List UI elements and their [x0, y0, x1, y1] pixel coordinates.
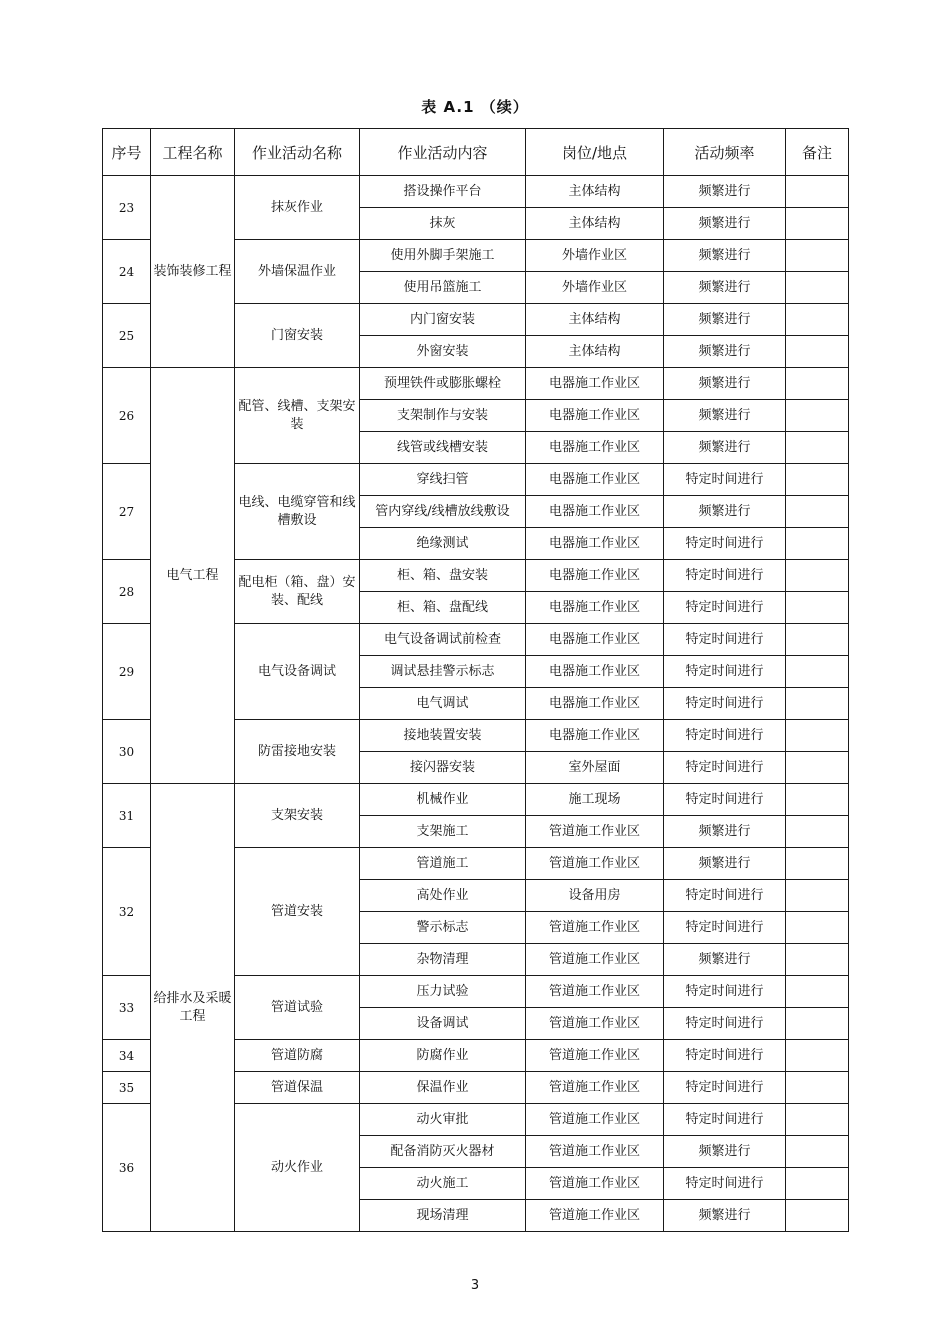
frequency-cell: 频繁进行 — [664, 496, 786, 528]
location-cell: 管道施工作业区 — [526, 1008, 664, 1040]
location-cell: 室外屋面 — [526, 752, 664, 784]
content-cell: 保温作业 — [360, 1072, 526, 1104]
frequency-cell: 特定时间进行 — [664, 1104, 786, 1136]
remark-cell — [786, 1008, 849, 1040]
location-cell: 电器施工作业区 — [526, 528, 664, 560]
location-cell: 管道施工作业区 — [526, 944, 664, 976]
frequency-cell: 频繁进行 — [664, 848, 786, 880]
frequency-cell: 特定时间进行 — [664, 1008, 786, 1040]
table-row — [103, 176, 849, 208]
frequency-cell: 特定时间进行 — [664, 560, 786, 592]
location-cell: 管道施工作业区 — [526, 912, 664, 944]
content-cell: 管道施工 — [360, 848, 526, 880]
remark-cell — [786, 1040, 849, 1072]
table-row — [103, 368, 849, 400]
remark-cell — [786, 752, 849, 784]
frequency-cell: 特定时间进行 — [664, 1072, 786, 1104]
frequency-cell: 特定时间进行 — [664, 784, 786, 816]
content-cell: 现场清理 — [360, 1200, 526, 1232]
remark-cell — [786, 848, 849, 880]
frequency-cell: 频繁进行 — [664, 1136, 786, 1168]
seq-cell: 30 — [103, 720, 151, 784]
frequency-cell: 特定时间进行 — [664, 464, 786, 496]
remark-cell — [786, 304, 849, 336]
remark-cell — [786, 208, 849, 240]
page-number: 3 — [470, 1278, 480, 1293]
remark-cell — [786, 1072, 849, 1104]
content-cell: 杂物清理 — [360, 944, 526, 976]
content-cell: 抹灰 — [360, 208, 526, 240]
frequency-cell: 特定时间进行 — [664, 720, 786, 752]
content-cell: 柜、箱、盘配线 — [360, 592, 526, 624]
location-cell: 主体结构 — [526, 208, 664, 240]
location-cell: 管道施工作业区 — [526, 816, 664, 848]
frequency-cell: 特定时间进行 — [664, 528, 786, 560]
remark-cell — [786, 176, 849, 208]
remark-cell — [786, 496, 849, 528]
content-cell: 高处作业 — [360, 880, 526, 912]
header-content: 作业活动内容 — [360, 129, 526, 176]
remark-cell — [786, 976, 849, 1008]
frequency-cell: 频繁进行 — [664, 432, 786, 464]
activity-cell: 门窗安装 — [235, 304, 360, 368]
content-cell: 电气调试 — [360, 688, 526, 720]
header-remark: 备注 — [786, 129, 849, 176]
content-cell: 配备消防灭火器材 — [360, 1136, 526, 1168]
location-cell: 主体结构 — [526, 304, 664, 336]
frequency-cell: 特定时间进行 — [664, 1168, 786, 1200]
project-cell: 给排水及采暖工程 — [151, 784, 235, 1232]
content-cell: 支架制作与安装 — [360, 400, 526, 432]
remark-cell — [786, 592, 849, 624]
frequency-cell: 频繁进行 — [664, 176, 786, 208]
frequency-cell: 频繁进行 — [664, 400, 786, 432]
seq-cell: 24 — [103, 240, 151, 304]
seq-cell: 35 — [103, 1072, 151, 1104]
location-cell: 施工现场 — [526, 784, 664, 816]
remark-cell — [786, 784, 849, 816]
header-frequency: 活动频率 — [664, 129, 786, 176]
location-cell: 外墙作业区 — [526, 240, 664, 272]
location-cell: 电器施工作业区 — [526, 432, 664, 464]
content-cell: 绝缘测试 — [360, 528, 526, 560]
remark-cell — [786, 720, 849, 752]
content-cell: 压力试验 — [360, 976, 526, 1008]
frequency-cell: 频繁进行 — [664, 272, 786, 304]
content-cell: 使用吊篮施工 — [360, 272, 526, 304]
frequency-cell: 特定时间进行 — [664, 592, 786, 624]
remark-cell — [786, 1136, 849, 1168]
frequency-cell: 特定时间进行 — [664, 624, 786, 656]
location-cell: 设备用房 — [526, 880, 664, 912]
frequency-cell: 特定时间进行 — [664, 688, 786, 720]
remark-cell — [786, 1104, 849, 1136]
remark-cell — [786, 240, 849, 272]
remark-cell — [786, 560, 849, 592]
header-location: 岗位/地点 — [526, 129, 664, 176]
seq-cell: 28 — [103, 560, 151, 624]
content-cell: 调试悬挂警示标志 — [360, 656, 526, 688]
location-cell: 管道施工作业区 — [526, 1104, 664, 1136]
content-cell: 防腐作业 — [360, 1040, 526, 1072]
location-cell: 电器施工作业区 — [526, 656, 664, 688]
project-cell: 装饰装修工程 — [151, 176, 235, 368]
activity-cell: 抹灰作业 — [235, 176, 360, 240]
activity-table-container — [102, 128, 848, 1225]
location-cell: 管道施工作业区 — [526, 1168, 664, 1200]
seq-cell: 27 — [103, 464, 151, 560]
content-cell: 外窗安装 — [360, 336, 526, 368]
activity-cell: 电气设备调试 — [235, 624, 360, 720]
remark-cell — [786, 400, 849, 432]
seq-cell: 36 — [103, 1104, 151, 1232]
frequency-cell: 频繁进行 — [664, 944, 786, 976]
remark-cell — [786, 624, 849, 656]
remark-cell — [786, 656, 849, 688]
content-cell: 警示标志 — [360, 912, 526, 944]
remark-cell — [786, 464, 849, 496]
location-cell: 电器施工作业区 — [526, 496, 664, 528]
location-cell: 主体结构 — [526, 176, 664, 208]
content-cell: 使用外脚手架施工 — [360, 240, 526, 272]
header-activity: 作业活动名称 — [235, 129, 360, 176]
frequency-cell: 频繁进行 — [664, 336, 786, 368]
header-project: 工程名称 — [151, 129, 235, 176]
content-cell: 搭设操作平台 — [360, 176, 526, 208]
header-row — [103, 129, 849, 176]
location-cell: 主体结构 — [526, 336, 664, 368]
frequency-cell: 频繁进行 — [664, 816, 786, 848]
seq-cell: 29 — [103, 624, 151, 720]
content-cell: 设备调试 — [360, 1008, 526, 1040]
frequency-cell: 特定时间进行 — [664, 656, 786, 688]
remark-cell — [786, 1168, 849, 1200]
location-cell: 外墙作业区 — [526, 272, 664, 304]
content-cell: 机械作业 — [360, 784, 526, 816]
activity-cell: 电线、电缆穿管和线槽敷设 — [235, 464, 360, 560]
activity-cell: 管道防腐 — [235, 1040, 360, 1072]
table-row — [103, 784, 849, 816]
remark-cell — [786, 880, 849, 912]
seq-cell: 32 — [103, 848, 151, 976]
content-cell: 预埋铁件或膨胀螺栓 — [360, 368, 526, 400]
content-cell: 柜、箱、盘安装 — [360, 560, 526, 592]
content-cell: 动火审批 — [360, 1104, 526, 1136]
frequency-cell: 频繁进行 — [664, 304, 786, 336]
activity-cell: 外墙保温作业 — [235, 240, 360, 304]
location-cell: 电器施工作业区 — [526, 688, 664, 720]
frequency-cell: 特定时间进行 — [664, 752, 786, 784]
location-cell: 电器施工作业区 — [526, 592, 664, 624]
activity-cell: 支架安装 — [235, 784, 360, 848]
frequency-cell: 频繁进行 — [664, 208, 786, 240]
content-cell: 内门窗安装 — [360, 304, 526, 336]
remark-cell — [786, 528, 849, 560]
content-cell: 接闪器安装 — [360, 752, 526, 784]
seq-cell: 26 — [103, 368, 151, 464]
location-cell: 电器施工作业区 — [526, 560, 664, 592]
table-body — [103, 176, 849, 1232]
seq-cell: 25 — [103, 304, 151, 368]
activity-cell: 管道安装 — [235, 848, 360, 976]
remark-cell — [786, 272, 849, 304]
content-cell: 动火施工 — [360, 1168, 526, 1200]
frequency-cell: 特定时间进行 — [664, 976, 786, 1008]
seq-cell: 34 — [103, 1040, 151, 1072]
table-title: 表 A.1 （续） — [421, 98, 529, 116]
content-cell: 支架施工 — [360, 816, 526, 848]
content-cell: 管内穿线/线槽放线敷设 — [360, 496, 526, 528]
header-seq: 序号 — [103, 129, 151, 176]
location-cell: 管道施工作业区 — [526, 1072, 664, 1104]
location-cell: 管道施工作业区 — [526, 1200, 664, 1232]
location-cell: 电器施工作业区 — [526, 720, 664, 752]
content-cell: 穿线扫管 — [360, 464, 526, 496]
location-cell: 管道施工作业区 — [526, 1136, 664, 1168]
activity-cell: 管道保温 — [235, 1072, 360, 1104]
content-cell: 接地装置安装 — [360, 720, 526, 752]
location-cell: 管道施工作业区 — [526, 848, 664, 880]
frequency-cell: 频繁进行 — [664, 368, 786, 400]
remark-cell — [786, 816, 849, 848]
activity-cell: 动火作业 — [235, 1104, 360, 1232]
location-cell: 管道施工作业区 — [526, 976, 664, 1008]
content-cell: 电气设备调试前检查 — [360, 624, 526, 656]
activity-cell: 配电柜（箱、盘）安装、配线 — [235, 560, 360, 624]
remark-cell — [786, 368, 849, 400]
seq-cell: 33 — [103, 976, 151, 1040]
location-cell: 管道施工作业区 — [526, 1040, 664, 1072]
remark-cell — [786, 1200, 849, 1232]
location-cell: 电器施工作业区 — [526, 400, 664, 432]
remark-cell — [786, 688, 849, 720]
location-cell: 电器施工作业区 — [526, 368, 664, 400]
activity-table — [102, 128, 849, 1232]
seq-cell: 31 — [103, 784, 151, 848]
content-cell: 线管或线槽安装 — [360, 432, 526, 464]
frequency-cell: 特定时间进行 — [664, 912, 786, 944]
frequency-cell: 频繁进行 — [664, 240, 786, 272]
remark-cell — [786, 432, 849, 464]
activity-cell: 配管、线槽、支架安装 — [235, 368, 360, 464]
frequency-cell: 特定时间进行 — [664, 1040, 786, 1072]
location-cell: 电器施工作业区 — [526, 624, 664, 656]
frequency-cell: 特定时间进行 — [664, 880, 786, 912]
remark-cell — [786, 912, 849, 944]
remark-cell — [786, 336, 849, 368]
activity-cell: 防雷接地安装 — [235, 720, 360, 784]
location-cell: 电器施工作业区 — [526, 464, 664, 496]
activity-cell: 管道试验 — [235, 976, 360, 1040]
remark-cell — [786, 944, 849, 976]
project-cell: 电气工程 — [151, 368, 235, 784]
frequency-cell: 频繁进行 — [664, 1200, 786, 1232]
seq-cell: 23 — [103, 176, 151, 240]
